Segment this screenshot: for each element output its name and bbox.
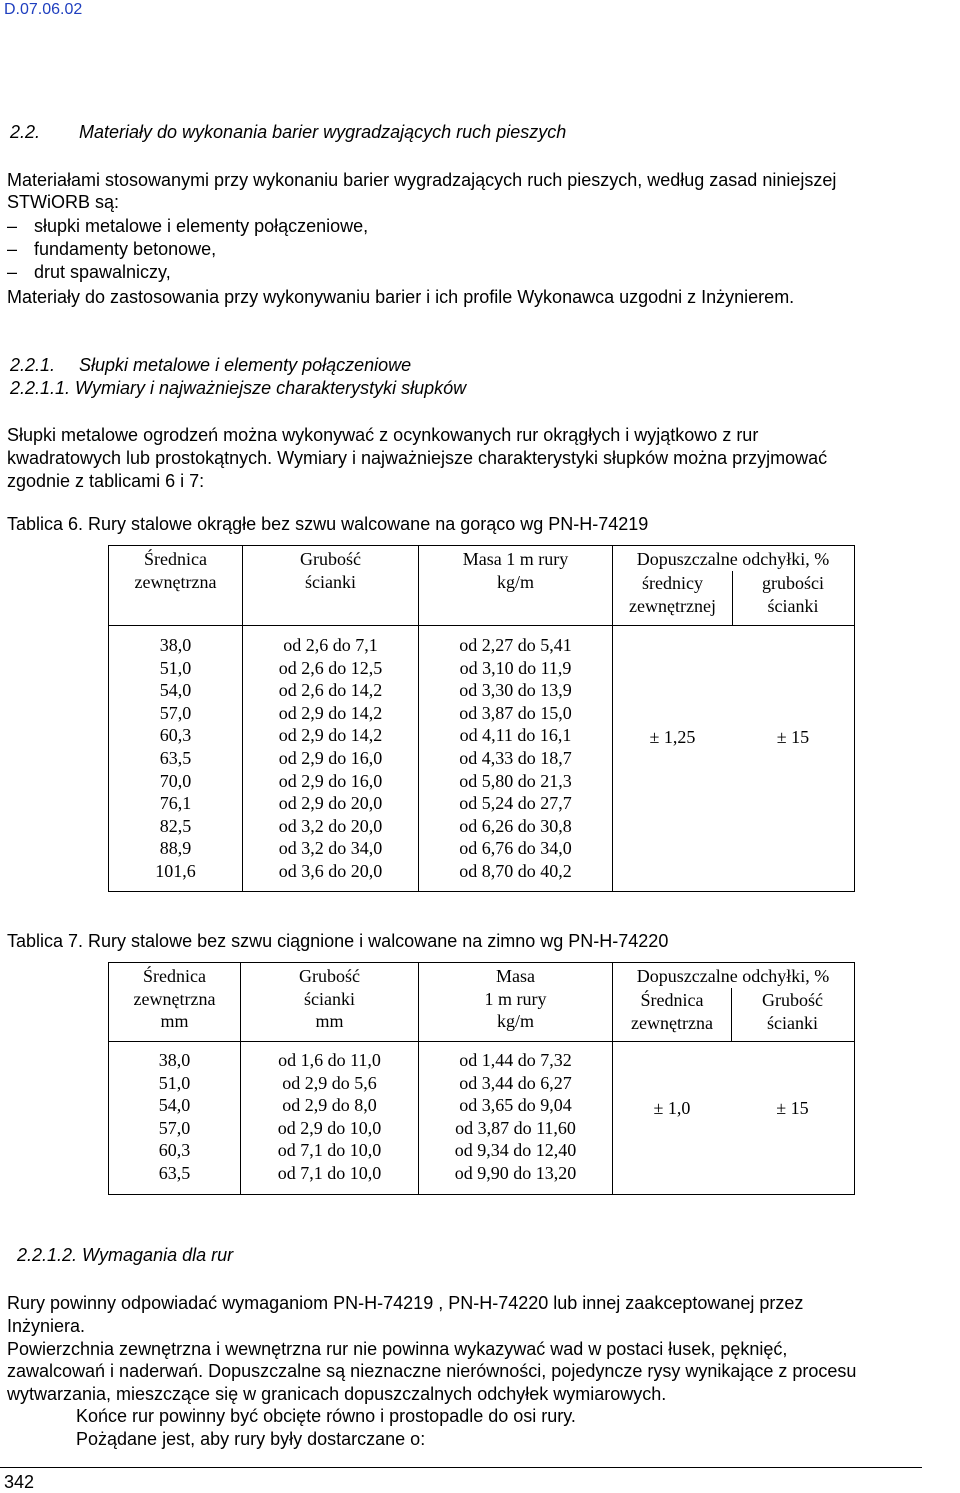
- table-cell: 82,5: [159, 815, 192, 836]
- requirements-title: 2.2.1.2. Wymagania dla rur: [17, 1245, 234, 1265]
- list-item: [7, 216, 368, 236]
- table7-mass: [419, 1049, 612, 1185]
- table-cell: od 3,2 do 34,0: [278, 838, 383, 859]
- dash-bullet-icon: –: [7, 239, 18, 259]
- table-cell: od 4,11 do 16,1: [459, 725, 572, 746]
- table-cell: od 3,44 do 6,27: [459, 1072, 572, 1093]
- table7-tol-thickness-value: ± 15: [776, 1098, 809, 1118]
- header-line: zewnętrzna: [133, 988, 216, 1009]
- header-line: Grubość: [300, 549, 361, 569]
- header-line: mm: [160, 1011, 189, 1032]
- header-line: 1 m rury: [484, 988, 547, 1009]
- table-cell: od 3,87 do 15,0: [459, 702, 572, 723]
- table-cell: od 5,80 do 21,3: [459, 770, 572, 791]
- header-line: mm: [315, 1011, 344, 1032]
- table-cell: 63,5: [158, 1162, 191, 1183]
- header-line: Średnica: [640, 990, 704, 1010]
- list-item-label: słupki metalowe i elementy połączeniowe,: [34, 216, 369, 236]
- table-cell: 54,0: [158, 1095, 191, 1116]
- requirements-line-6: Końce rur powinny być obcięte równo i prostopadle do osi rury.: [76, 1406, 576, 1426]
- dash-bullet-icon: –: [7, 216, 18, 236]
- table7-thickness: [241, 1049, 418, 1185]
- table-cell: od 3,6 do 20,0: [278, 860, 383, 881]
- table-cell: 63,5: [159, 747, 192, 768]
- header-line: zewnętrznej: [629, 595, 716, 616]
- header-line: ścianki: [767, 595, 819, 616]
- table6-header-tolerances: Dopuszczalne odchyłki, %: [636, 549, 830, 569]
- table-cell: od 2,9 do 10,0: [277, 1117, 382, 1138]
- table-cell: od 3,65 do 9,04: [459, 1095, 572, 1116]
- table-cell: 101,6: [155, 860, 196, 881]
- table-cell: od 2,9 do 20,0: [278, 793, 383, 814]
- footer-rule: [0, 1467, 922, 1468]
- table7-header-tol-thickness: [732, 989, 853, 1034]
- table-cell: od 6,76 do 34,0: [459, 838, 572, 859]
- table-cell: od 4,33 do 18,7: [459, 747, 572, 768]
- requirements-line-3: Powierzchnia zewnętrzna i wewnętrzna rur nie powinna wykazywać wad w postaci łusek, pęknięć,: [7, 1339, 788, 1359]
- table6-header-tol-diameter: [613, 572, 732, 617]
- table-cell: od 6,26 do 30,8: [459, 815, 572, 836]
- table6-tol-thickness-value: ± 15: [776, 727, 810, 747]
- table6-header-mass: [419, 548, 612, 593]
- table7-caption: Tablica 7. Rury stalowe bez szwu ciągnione i walcowane na zimno wg PN-H-74220: [7, 931, 669, 951]
- table-cell: 51,0: [158, 1072, 191, 1093]
- header-line: zewnętrzna: [134, 571, 217, 592]
- requirements-line-2: Inżyniera.: [7, 1316, 86, 1336]
- table6-header-tol-thickness: [733, 572, 853, 617]
- table-cell: 76,1: [159, 793, 192, 814]
- table-cell: od 1,44 do 7,32: [459, 1050, 572, 1070]
- header-line: Grubość: [299, 966, 360, 986]
- intro-line-2: STWiORB są:: [7, 192, 120, 212]
- table7-header-tol-diameter: [613, 989, 731, 1034]
- table6-header-divider: [108, 625, 854, 626]
- table-cell: 57,0: [158, 1117, 191, 1138]
- table-cell: od 3,87 do 11,60: [455, 1117, 576, 1138]
- table-cell: 60,3: [159, 725, 192, 746]
- sub-para-line-2: kwadratowych lub prostokątnych. Wymiary i najważniejsze charakterystyki słupków można przyjmować: [7, 448, 828, 468]
- requirements-line-4: zawalcowań i naderwań. Dopuszczalne są nieznaczne nierówności, pojedyncze rysy wynikające z procesu: [7, 1361, 857, 1381]
- table-cell: od 2,6 do 14,2: [278, 680, 383, 701]
- table-cell: 88,9: [159, 838, 192, 859]
- subsection-title: Słupki metalowe i elementy połączeniowe: [79, 355, 412, 375]
- intro-closing: Materiały do zastosowania przy wykonywaniu barier i ich profile Wykonawca uzgodni z Inżynierem.: [7, 287, 795, 307]
- header-line: kg/m: [496, 571, 534, 592]
- table-cell: od 5,24 do 27,7: [459, 793, 572, 814]
- table6-diameters: [109, 634, 242, 883]
- table-cell: 54,0: [159, 680, 192, 701]
- table6-header-diameter: [109, 548, 242, 593]
- table-cell: od 2,6 do 12,5: [278, 657, 383, 678]
- table-cell: 51,0: [159, 657, 192, 678]
- table-cell: 38,0: [159, 635, 192, 655]
- table-cell: 57,0: [159, 702, 192, 723]
- section-title: Materiały do wykonania barier wygradzających ruch pieszych: [79, 122, 567, 142]
- table-cell: od 3,10 do 11,9: [459, 657, 572, 678]
- table-cell: od 2,9 do 16,0: [278, 770, 383, 791]
- table7-header-thickness: [241, 965, 418, 1033]
- table-cell: 38,0: [158, 1050, 191, 1070]
- page-number: 342: [4, 1472, 35, 1492]
- header-line: kg/m: [496, 1011, 534, 1032]
- list-item-label: fundamenty betonowe,: [34, 239, 217, 259]
- section-number: 2.2.: [10, 122, 41, 142]
- table6-thickness: [243, 634, 418, 883]
- sub-para-line-3: zgodnie z tablicami 6 i 7:: [7, 471, 205, 491]
- table-cell: od 3,2 do 20,0: [278, 815, 383, 836]
- header-line: średnicy: [642, 573, 703, 593]
- table-cell: od 2,9 do 16,0: [278, 747, 383, 768]
- list-item-label: drut spawalniczy,: [34, 262, 171, 282]
- table7-diameters: [109, 1049, 240, 1185]
- list-item: [7, 262, 171, 282]
- header-line: ścianki: [767, 1012, 818, 1033]
- table7-header-mass: [419, 965, 612, 1033]
- table7-tol-diameter-value: ± 1,0: [653, 1098, 691, 1118]
- requirements-line-5: wytwarzania, mieszczące się w granicach dopuszczalnych odchyłek wymiarowych.: [7, 1384, 667, 1404]
- table-cell: od 2,9 do 8,0: [282, 1095, 377, 1116]
- table-cell: od 7,1 do 10,0: [277, 1140, 382, 1161]
- header-line: Masa: [496, 966, 535, 986]
- header-line: Masa 1 m rury: [462, 549, 569, 569]
- sub-subsection-title: 2.2.1.1. Wymiary i najważniejsze charakterystyki słupków: [10, 378, 467, 398]
- table-cell: od 8,70 do 40,2: [459, 860, 572, 881]
- header-line: ścianki: [304, 988, 355, 1009]
- table-cell: od 1,6 do 11,0: [278, 1050, 381, 1070]
- table-cell: od 3,30 do 13,9: [459, 680, 572, 701]
- requirements-line-7: Pożądane jest, aby rury były dostarczane o:: [76, 1429, 426, 1449]
- table-cell: od 2,9 do 5,6: [282, 1072, 377, 1093]
- header-line: ścianki: [305, 571, 356, 592]
- header-line: zewnętrzna: [631, 1012, 713, 1033]
- table-cell: od 7,1 do 10,0: [277, 1162, 382, 1183]
- table6-tol-diameter-value: ± 1,25: [649, 727, 696, 747]
- table7-header-divider: [108, 1041, 854, 1042]
- table-cell: od 2,9 do 14,2: [278, 702, 383, 723]
- table-cell: od 9,34 do 12,40: [454, 1140, 577, 1161]
- table-cell: od 2,9 do 14,2: [278, 725, 383, 746]
- table6-mass: [419, 634, 612, 883]
- table6-header-thickness: [243, 548, 418, 593]
- table6-caption: Tablica 6. Rury stalowe okrągłe bez szwu walcowane na gorąco wg PN-H-74219: [7, 514, 649, 534]
- header-line: Grubość: [762, 990, 823, 1010]
- table-cell: od 2,6 do 7,1: [283, 635, 378, 655]
- table7-header-diameter: [109, 965, 240, 1033]
- table-cell: od 2,27 do 5,41: [459, 635, 572, 655]
- table-cell: 70,0: [159, 770, 192, 791]
- document-code: D.07.06.02: [4, 1, 83, 18]
- requirements-line-1: Rury powinny odpowiadać wymaganiom PN-H-74219 , PN-H-74220 lub innej zaakceptowanej przez: [7, 1293, 804, 1313]
- table7-header-tolerances: Dopuszczalne odchyłki, %: [636, 966, 830, 986]
- sub-para-line-1: Słupki metalowe ogrodzeń można wykonywać z ocynkowanych rur okrągłych i wyjątkowo z rur: [7, 425, 759, 445]
- header-line: grubości: [762, 573, 824, 593]
- intro-line-1: Materiałami stosowanymi przy wykonaniu barier wygradzających ruch pieszych, według zasad niniejszej: [7, 170, 837, 190]
- list-item: [7, 239, 216, 259]
- table-cell: 60,3: [158, 1140, 191, 1161]
- table-cell: od 9,90 do 13,20: [454, 1162, 577, 1183]
- header-line: Średnica: [144, 549, 207, 569]
- header-line: Średnica: [143, 966, 206, 986]
- dash-bullet-icon: –: [7, 262, 18, 282]
- subsection-number: 2.2.1.: [10, 355, 56, 375]
